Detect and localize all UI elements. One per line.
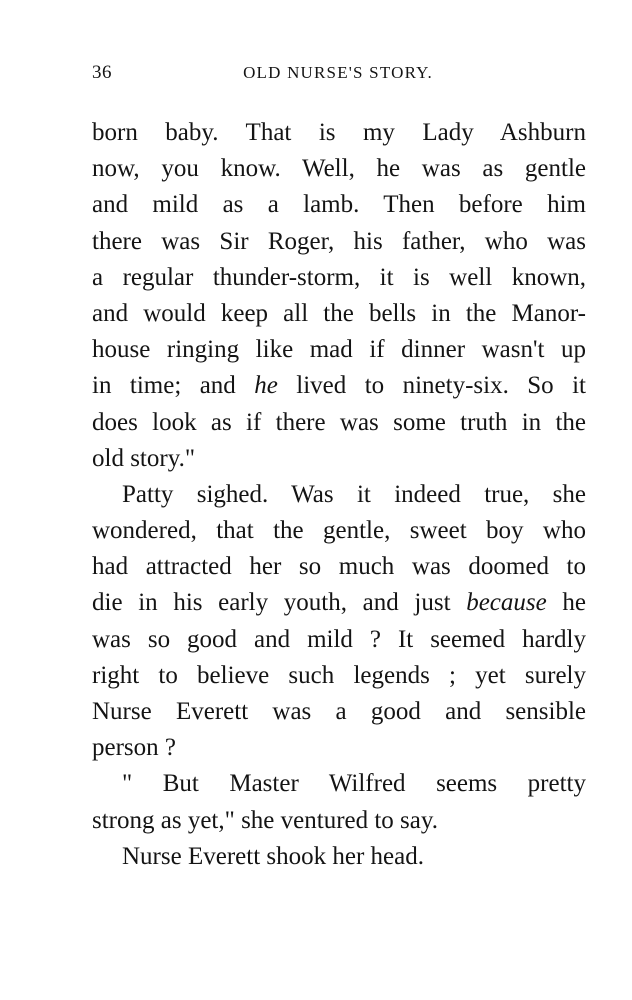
paragraph-first-line: Nurse Everett shook her head. [122,842,424,870]
text-line [92,368,586,404]
text-line: born baby. That is my Lady Ashburn [92,119,586,146]
text-line: and mild as a lamb. Then before him [92,191,586,219]
text-line: there was Sir Roger, his father, who was [92,227,586,255]
text-segment: in time; and [92,372,255,400]
text-line: right to believe such legends ; yet surely [92,661,586,689]
italic-word: because [466,589,547,617]
text-line: strong as yet," she ventured to say. [92,806,439,834]
text-line: a regular thunder-storm, it is well known, [92,263,586,291]
text-line: and would keep all the bells in the Manor- [92,299,586,327]
paragraph-first-line: " But Master Wilfred seems pretty [122,770,586,798]
text-line: old story." [92,444,196,472]
text-line: does look as if there was some truth in the [92,408,586,436]
text-line [92,585,586,621]
running-title: OLD NURSE'S STORY. [243,63,433,82]
running-head [92,62,584,86]
text-segment: he [546,589,586,617]
text-line: Nurse Everett was a good and sensible [92,698,586,725]
page-number: 36 [92,62,112,83]
text-line: house ringing like mad if dinner wasn't up [92,336,586,364]
text-line: wondered, that the gentle, sweet boy who [92,517,586,545]
text-line: had attracted her so much was doomed to [92,553,586,581]
text-segment: die in his early youth, and just [92,589,467,617]
text-segment: lived to ninety-six. So it [277,372,586,400]
text-line: was so good and mild ? It seemed hardly [92,625,586,653]
text-line: now, you know. Well, he was as gentle [92,155,586,183]
italic-word: he [254,372,278,400]
text-line: person ? [92,734,176,762]
body-text [92,115,586,875]
paragraph-first-line: Patty sighed. Was it indeed true, she [122,480,586,508]
